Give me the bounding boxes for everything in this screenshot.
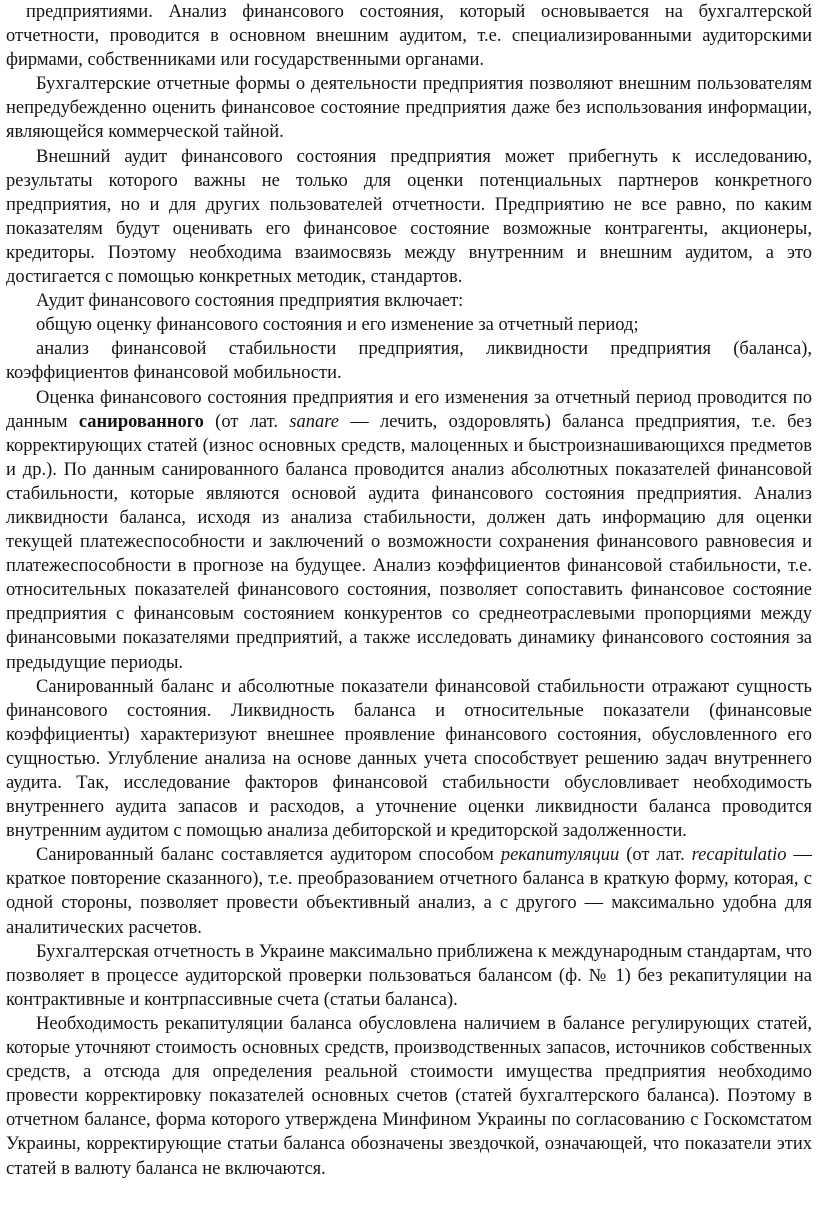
latin-term-recapitulatio: recapitulatio [691, 845, 787, 866]
paragraph-8: Санированный баланс и абсолютные показатели финансовой стабильности отражают сущность финансового состояния. Ликвидность баланса и относительные показатели (финансовые коэффициенты) характеризуют внешнее проявление финансового состояния, обусловленного его сущностью. Углубление анализа на основе данных учета способствует решению задач внутреннего аудита. Так, исследование факторов финансовой стабильности обусловливает необходимость внутреннего аудита запасов и расходов, а уточнение оценки ликвидности баланса проводится внутренним аудитом с помощью анализа дебиторской и кредиторской задолженности. [6, 676, 812, 842]
paragraph-5: общую оценку финансового состояния и его изменение за отчетный период; [36, 315, 639, 336]
paragraph-2: Бухгалтерские отчетные формы о деятельности предприятия позволяют внешним пользователям непредубежденно оценить финансовое состояние предприятия даже без использования информации, являющейся коммерческой тайной. [6, 74, 812, 143]
paragraph-9 [6, 843, 812, 939]
paragraph-4: Аудит финансового состояния предприятия включает: [36, 291, 464, 312]
paragraph-9-before: Санированный баланс составляется аудитором способом [36, 845, 501, 866]
paragraph-7-middle: (от лат. [203, 411, 290, 432]
paragraph-10: Бухгалтерская отчетность в Украине максимально приближена к международным стандартам, что позволяет в процессе аудиторской проверки пользоваться балансом (ф. № 1) без рекапитуляции на контрактивные и контрпассивные счета (статьи баланса). [6, 941, 812, 1010]
paragraph-7-after: — лечить, оздоровлять) баланса предприятия, т.е. без корректирующих статей (износ основных средств, малоценных и быстроизнашивающихся предметов и др.). По данным санированного баланса проводится анализ абсолютных показателей финансовой стабильности, которые являются основой аудита финансового состояния предприятия. Анализ ликвидности баланса, исходя из анализа стабильности, должен дать информацию для оценки текущей платежеспособности и заключений о возможности сохранения финансового равновесия и платежеспособности в прогнозе на будущее. Анализ коэффициентов финансовой стабильности, т.е. относительных показателей финансового состояния, позволяет сопоставить финансовое состояние предприятия с финансовым состоянием конкурентов со среднеотраслевыми пропорциями между финансовыми показателями предприятий, а также исследовать динамику финансового состояния за предыдущие периоды. [6, 411, 812, 673]
latin-term-sanare: sanare [289, 411, 339, 432]
paragraph-1: предприятиями. Анализ финансового состояния, который основывается на бухгалтерской отчетности, проводится в основном внешним аудитом, т.е. специализированными аудиторскими фирмами, собственниками или государственными органами. [6, 2, 812, 71]
term-recapitulation: рекапитуляции [500, 845, 620, 866]
paragraph-11: Необходимость рекапитуляции баланса обусловлена наличием в балансе регулирующих статей, которые уточняют стоимость основных средств, производственных запасов, источников собственных средств, а отсюда для определения реальной стоимости имущества предприятия необходимо провести корректировку показателей основных счетов (статей бухгалтерского баланса). Поэтому в отчетном балансе, форма которого утверждена Минфином Украины по согласованию с Госкомстатом Украины, корректирующие статьи баланса обозначены звездочкой, означающей, что показатели этих статей в валюту баланса не включаются. [6, 1013, 812, 1179]
paragraph-9-after: — краткое повторение сказанного), т.е. преобразованием отчетного баланса в краткую форму, которая, с одной стороны, позволяет провести объективный анализ, а с другого — максимально удобна для аналитических расчетов. [6, 845, 812, 938]
paragraph-9-middle: (от лат. [619, 845, 692, 866]
term-sanitized: санированного [78, 411, 204, 432]
paragraph-3: Внешний аудит финансового состояния предприятия может прибегнуть к исследованию, результаты которого важны не только для оценки потенциальных партнеров конкретного предприятия, но и для других пользователей отчетности. Предприятию не все равно, по каким показателям будут оценивать его финансовое состояние возможные контрагенты, акционеры, кредиторы. Поэтому необходима взаимосвязь между внутренним и внешним аудитом, а это достигается с помощью конкретных методик, стандартов. [6, 146, 812, 288]
paragraph-7 [6, 386, 812, 675]
paragraph-7-before: Оценка финансового состояния предприятия и его изменения за отчетный период проводится по данным [6, 387, 812, 432]
paragraph-6: анализ финансовой стабильности предприятия, ликвидности предприятия (баланса), коэффициентов финансовой мобильности. [6, 339, 812, 384]
